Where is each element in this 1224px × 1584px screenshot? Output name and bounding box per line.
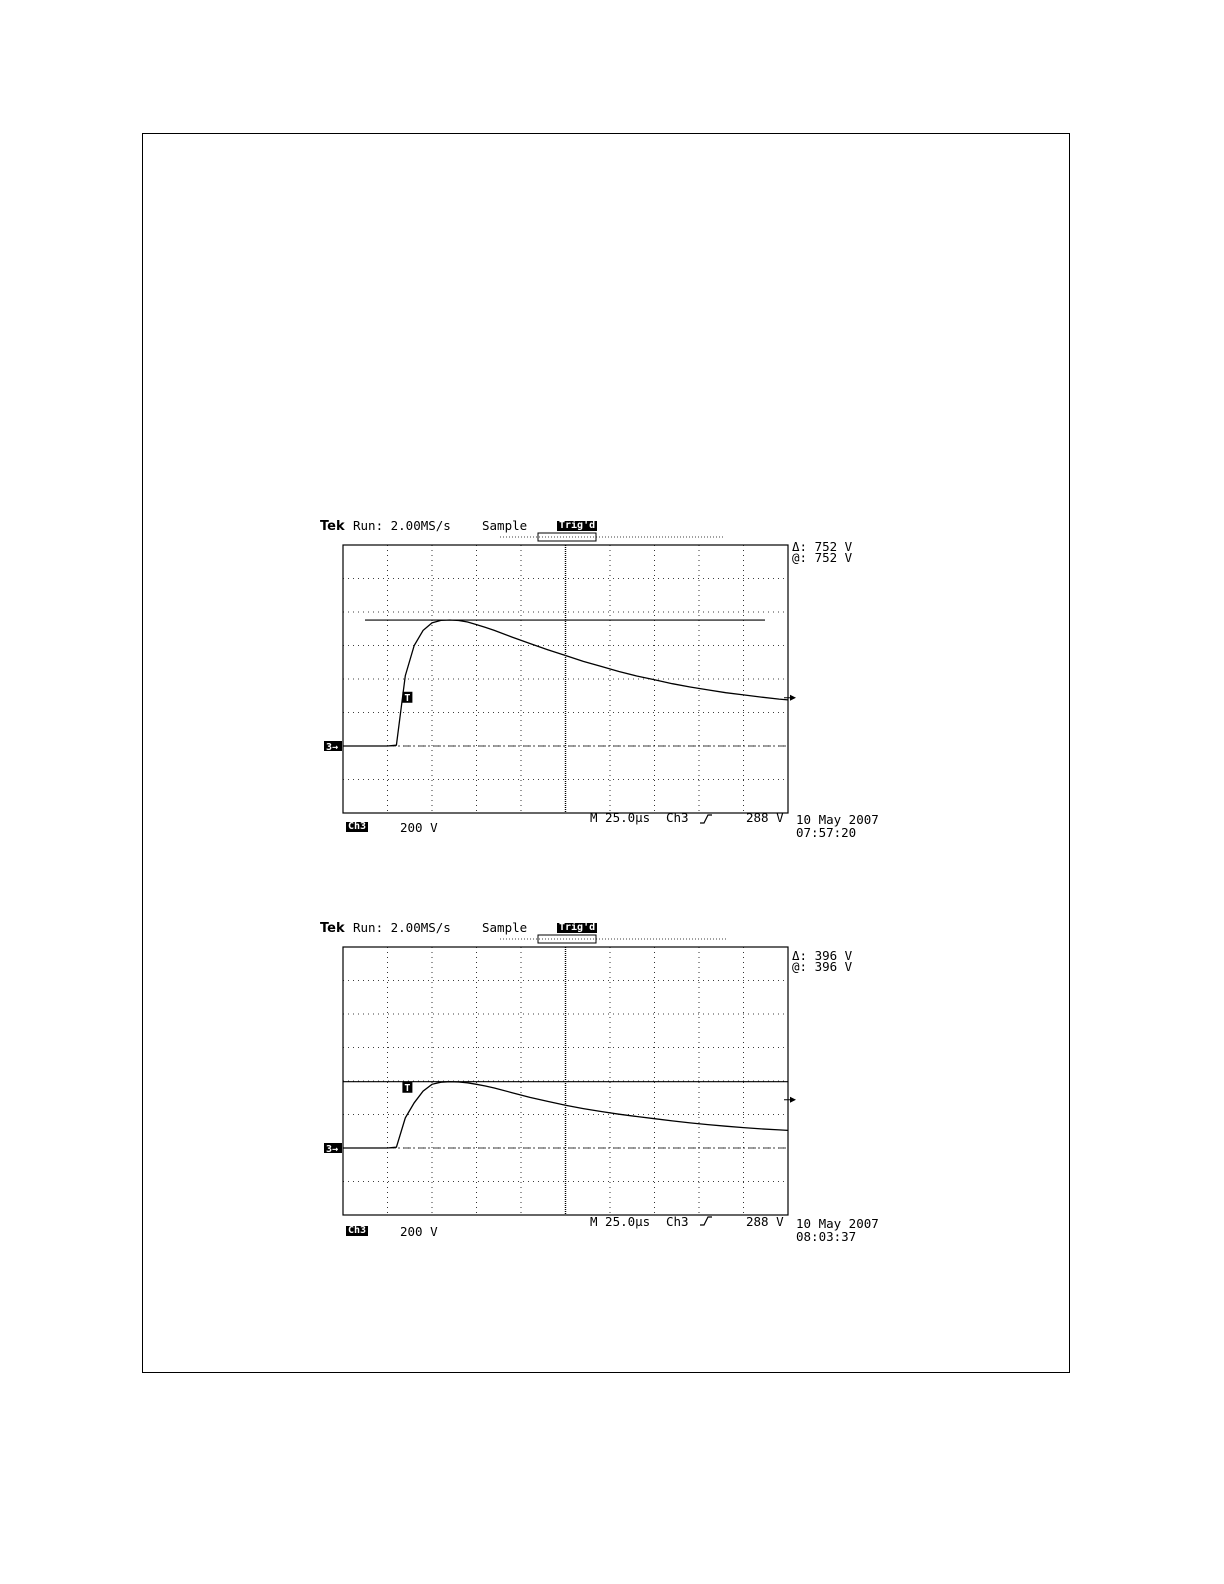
acquisition-mode-label: Sample [482,920,528,935]
timebase-label: M 25.0µs [590,1214,651,1229]
trigger-status-badge: Trig'd [559,520,596,531]
trigger-level-label: 288 V [746,810,784,825]
capture-time: 08:03:37 [796,1229,857,1244]
rising-edge-icon [700,1217,712,1225]
waveform-plot [0,917,1224,1257]
run-rate-label: Run: 2.00MS/s [353,920,451,935]
delta-readout: Δ: 752 V [792,539,853,554]
waveform-plot [0,515,1224,855]
capture-date: 10 May 2007 [796,1216,879,1231]
trigger-point-label: T [404,692,411,704]
timebase-label: M 25.0µs [590,810,651,825]
trigger-level-arrow-icon [790,695,796,701]
trigger-source-label: Ch3 [666,810,689,825]
absolute-readout: @: 752 V [792,550,853,565]
vertical-scale-label: 200 V [400,1224,438,1239]
capture-date: 10 May 2007 [796,812,879,827]
trigger-source-label: Ch3 [666,1214,689,1229]
ground-marker-label: 3→ [326,742,339,753]
rising-edge-icon [700,815,712,823]
trigger-point-label: T [404,1082,411,1094]
delta-readout: Δ: 396 V [792,948,853,963]
oscilloscope-capture [0,515,1224,855]
channel-badge: Ch3 [348,821,367,832]
brand-label: Tek [320,519,345,534]
absolute-readout: @: 396 V [792,959,853,974]
trigger-level-label: 288 V [746,1214,784,1229]
channel-badge: Ch3 [348,1225,367,1236]
capture-time: 07:57:20 [796,825,857,840]
run-rate-label: Run: 2.00MS/s [353,518,451,533]
trigger-status-badge: Trig'd [559,922,596,933]
ground-marker-label: 3→ [326,1144,339,1155]
oscilloscope-capture [0,917,1224,1257]
trigger-level-arrow-icon [790,1097,796,1103]
vertical-scale-label: 200 V [400,820,438,835]
brand-label: Tek [320,921,345,936]
acquisition-mode-label: Sample [482,518,528,533]
